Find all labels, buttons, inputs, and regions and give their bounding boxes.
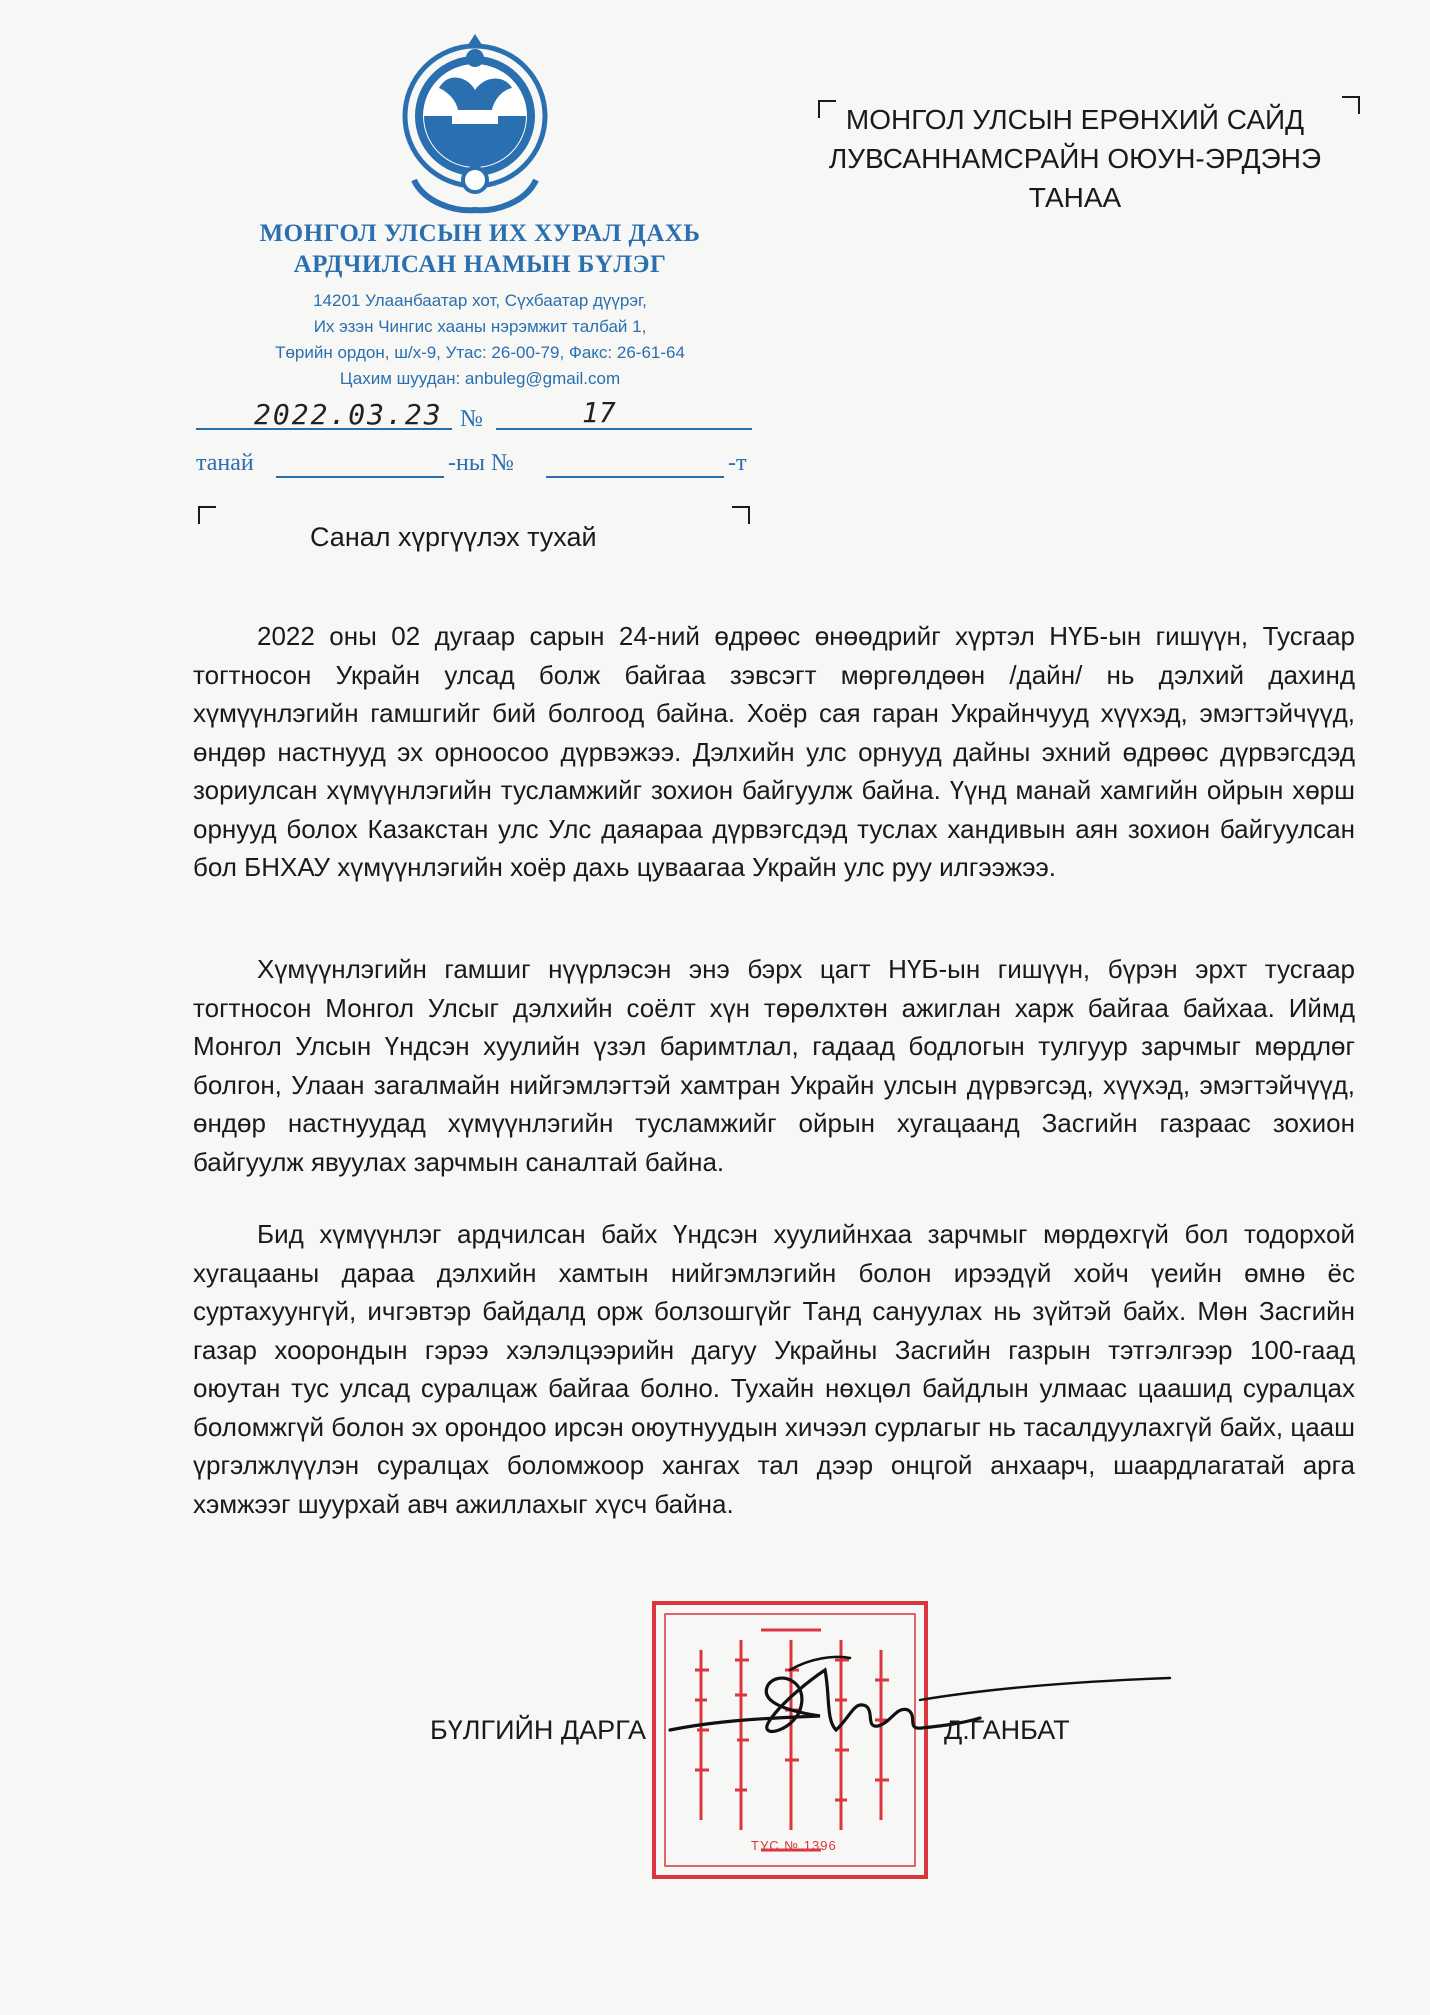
address-line: Их эзэн Чингис хааны нэрэмжит талбай 1, (313, 317, 647, 336)
address-line: 14201 Улаанбаатар хот, Сүхбаатар дүүрэг, (313, 291, 647, 310)
signatory-title: БҮЛГИЙН ДАРГА (430, 1715, 647, 1745)
body-paragraph: 2022 оны 02 дугаар сарын 24-ний өдрөөс өнөөдрийг хүртэл НҮБ-ын гишүүн, Тусгаар тогтносон Украйн улсад болж байгаа зэвсэгт мөргөлдөөн /дайн/ нь дэлхий дахинд хүмүүнлэгийн гамшгийг бий болгоод байна. Хоёр сая гаран Украйнчууд хүүхэд, эмэгтэйчүүд, өндөр настнууд эх орноосоо дүрвэжээ. Дэлхийн улс орнууд дайны эхний өдрөөс дүрвэгсдэд зориулсан хүмүүнлэгийн тусламжийг зохион байгуулж байна. Үүнд манай хамгийн ойрын хөрш орнууд болох Казакстан улс Улс даяараа дүрвэгсдэд туслах хандивын аян зохион байгуулсан бол БНХАУ хүмүүнлэгийн хоёр дахь цуваагаа Украйн улс руу илгээжээ. (193, 621, 1355, 882)
soyombo-emblem-icon (394, 30, 556, 216)
body-paragraph: Бид хүмүүнлэг ардчилсан байх Үндсэн хуулийнхаа зарчмыг мөрдөхгүй бол тодорхой хугацааны дараа дэлхийн хамтын нийгэмлэгийн болон ирээдүй хойч үеийн өмнө ёс суртахуунгүй, ичгэвтэр байдалд орж болзошгүйг Танд сануулах нь зүйтэй байх. Мөн Засгийн газар хоорондын гэрээ хэлэлцээрийн дагуу Украйны Засгийн газрын тэтгэлгээр 100-гаад оюутан тус улсад суралцаж байгаа болно. Тухайн нөхцөл байдлын улмаас цаашид суралцах боломжгүй болон эх орондоо ирсэн оюутнуудын хичээл сурлагыг нь тасалдуулахгүй байх, цааш үргэлжлүүлэн суралцах боломжоор хангах тал дээр онцгой анхаарч, шаардлагатай арга хэмжээг шуурхай авч ажиллахыг хүсч байна. (193, 1219, 1355, 1519)
stamp-number: ТУС № 1396 (751, 1838, 837, 1853)
addressee-block (805, 100, 1345, 217)
letter-number: 17 (582, 396, 616, 429)
addressee-line: ЛУВСАННАМСРАЙН ОЮУН-ЭРДЭНЭ (828, 143, 1322, 174)
number-underline (496, 428, 752, 430)
address-line: Төрийн ордон, ш/х-9, Утас: 26-00-79, Факс: 26-61-64 (275, 343, 685, 362)
org-name-line: МОНГОЛ УЛСЫН ИХ ХУРАЛ ДАХЬ (259, 220, 701, 247)
email-line: Цахим шуудан: anbuleg@gmail.com (339, 369, 621, 388)
letter-subject: Санал хүргүүлэх тухай (310, 522, 597, 552)
reply-mid: -ны № (448, 450, 514, 476)
sender-organization (180, 218, 780, 280)
bracket-corner (198, 506, 216, 524)
reply-number-underline (546, 476, 724, 478)
addressee-line: ТАНАА (1028, 182, 1122, 213)
org-name-line: АРДЧИЛСАН НАМЫН БҮЛЭГ (293, 251, 667, 278)
signatory-name: Д.ГАНБАТ (944, 1715, 1070, 1745)
letter-date: 2022.03.23 (254, 398, 443, 431)
bracket-corner (732, 506, 750, 524)
reply-date-underline (276, 476, 444, 478)
reply-reference-line (196, 450, 756, 484)
reference-line (196, 398, 754, 438)
sender-address (180, 288, 780, 392)
handwritten-signature (660, 1640, 1180, 1760)
reply-prefix: танай (196, 450, 254, 476)
number-label: № (460, 406, 483, 432)
body-paragraph: Хүмүүнлэгийн гамшиг нүүрлэсэн энэ бэрх цагт НҮБ-ын гишүүн, бүрэн эрхт тусгаар тогтносон Монгол Улсыг дэлхийн соёлт хүн төрөлхтөн ажиглан харж байгаа байхаа. Иймд Монгол Улсын Үндсэн хуулийн үзэл баримтлал, гадаад бодлогын тулгуур зарчмыг мөрдлөг болгон, Улаан загалмайн нийгэмлэгтэй хамтран Украйн улсын дүрвэгсэд, хүүхэд, эмэгтэйчүүд, өндөр настнуудад хүмүүнлэгийн тусламжийг ойрын хугацаанд Засгийн газраас зохион байгуулж явуулах зарчмын саналтай байна. (193, 954, 1355, 1177)
reply-suffix: -т (728, 450, 747, 476)
addressee-line: МОНГОЛ УЛСЫН ЕРӨНХИЙ САЙД (845, 104, 1305, 135)
